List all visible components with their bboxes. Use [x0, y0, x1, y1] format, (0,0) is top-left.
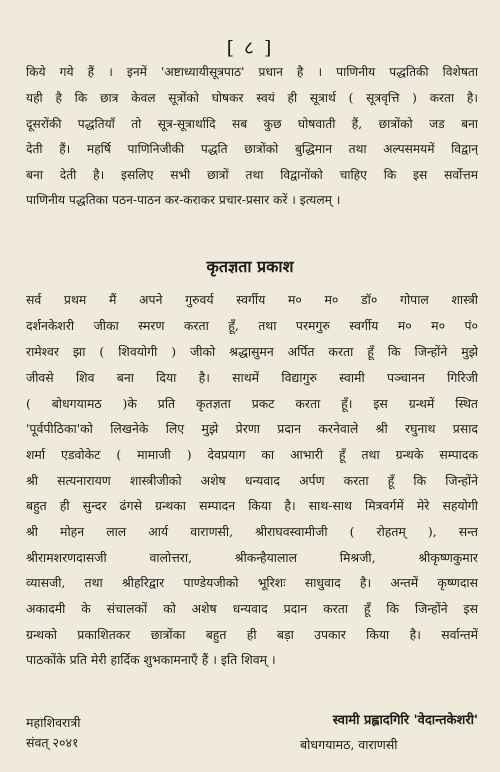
- text-line: व्यासजी, तथा श्रीहरिद्वार पाण्डेयजीको भूरिशः साधुवाद है। अन्तमें कृष्णदास: [26, 575, 478, 590]
- text-line: पाणिनीय पद्धतिका पठन-पाठन कर-कराकर प्रचार-प्रसार करें । इत्यलम् ।: [26, 193, 341, 207]
- text-line: जीवसे शिव बना दिया है। साथमें विद्यागुरु स्वामी पञ्चानन गिरिजी: [26, 370, 478, 385]
- text-line: ( बोधगयामठ )के प्रति कृतज्ञता प्रकट करता हूँ। इस ग्रन्थमें स्थित: [26, 396, 478, 411]
- text-line: देती हैं। महर्षि पाणिनिजीकी पद्धति छात्रोंको बुद्धिमान तथा अल्पसमयमें विद्वान्: [26, 142, 478, 156]
- text-line: बना देती है। इसलिए सभी छात्रों तथा विद्वानोंको चाहिए कि इस सर्वोत्तम: [26, 168, 478, 182]
- text-line: श्री सत्यनारायण शास्त्रीजीको अशेष धन्यवाद अर्पण करता हूँ कि जिन्होंने: [26, 473, 478, 488]
- text-line: दूसरोंकी पद्धतियाँ तो सूत्र-सूत्रार्थादि सब कुछ घोषवाती हैं, छात्रोंको जड बना: [26, 117, 478, 131]
- text-line: रामेश्वर झा ( शिवयोगी ) जीको श्रद्धासुमन अर्पित करता हूँ कि जिन्होंने मुझे: [26, 344, 478, 359]
- text-line: शर्मा एडवोकेट ( मामाजी ) देवप्रयाग का आभारी हूँ तथा ग्रन्थके सम्पादक: [26, 447, 478, 462]
- page-number: [ ८ ]: [226, 37, 274, 59]
- text-line: श्रीरामशरणदासजी वालोत्तरा, श्रीकन्हैयालाल मिश्रजी, श्रीकृष्णकुमार: [26, 550, 478, 565]
- text-line: दर्शनकेशरी जीका स्मरण करता हूँ, तथा परमगुरु स्वर्गीय म० म० पं०: [26, 318, 478, 333]
- text-line: श्री मोहन लाल आर्य वाराणसी, श्रीराघवस्वामीजी ( रोहतम् ), सन्त: [26, 524, 478, 539]
- text-line: अकादमी के संचालकों को अशेष धन्यवाद प्रदान करता हूँ कि जिन्होंने इस: [26, 601, 478, 616]
- occasion-text: महाशिवरात्री: [26, 715, 81, 730]
- text-line: 'पूर्वपीठिका'को लिखनेके लिए मुझे प्रेरणा प्रदान करनेवाले श्री रघुनाथ प्रसाद: [26, 421, 478, 436]
- author-name: स्वामी प्रह्लादगिरि 'वेदान्तकेशरी': [332, 713, 478, 728]
- year-text: संवत् २०४१: [26, 735, 79, 750]
- text-line: पाठकोंके प्रति मेरी हार्दिक शुभकामनाएँ हैं । इति शिवम् ।: [26, 652, 276, 667]
- text-line: किये गये हैं । इनमें 'अष्टाध्यायीसूत्रपाठ' प्रधान है । पाणिनीय पद्धतिकी विशेषता: [26, 65, 478, 79]
- author-place: बोधगयामठ, वाराणसी: [300, 737, 398, 752]
- text-line: सर्व प्रथम मैं अपने गुरुवर्य स्वर्गीय म० म० डॉ० गोपाल शास्त्री: [26, 292, 478, 307]
- footer-left: [26, 713, 81, 753]
- section-heading: कृतज्ञता प्रकाश: [206, 257, 294, 276]
- text-line: यही है कि छात्र केवल सूत्रोंको घोषकर स्वयं ही सूत्रार्थ ( सूत्रवृत्ति ) करता है।: [26, 91, 478, 105]
- text-line: बहुत ही सुन्दर ढंगसे ग्रन्थका सम्पादन किया है। साथ-साथ मित्रवर्गमें मेरे सहयोगी: [26, 498, 478, 513]
- text-line: ग्रन्थको प्रकाशितकर छात्रोंका बहुत ही बड़ा उपकार किया है। सर्वान्तमें: [26, 627, 478, 642]
